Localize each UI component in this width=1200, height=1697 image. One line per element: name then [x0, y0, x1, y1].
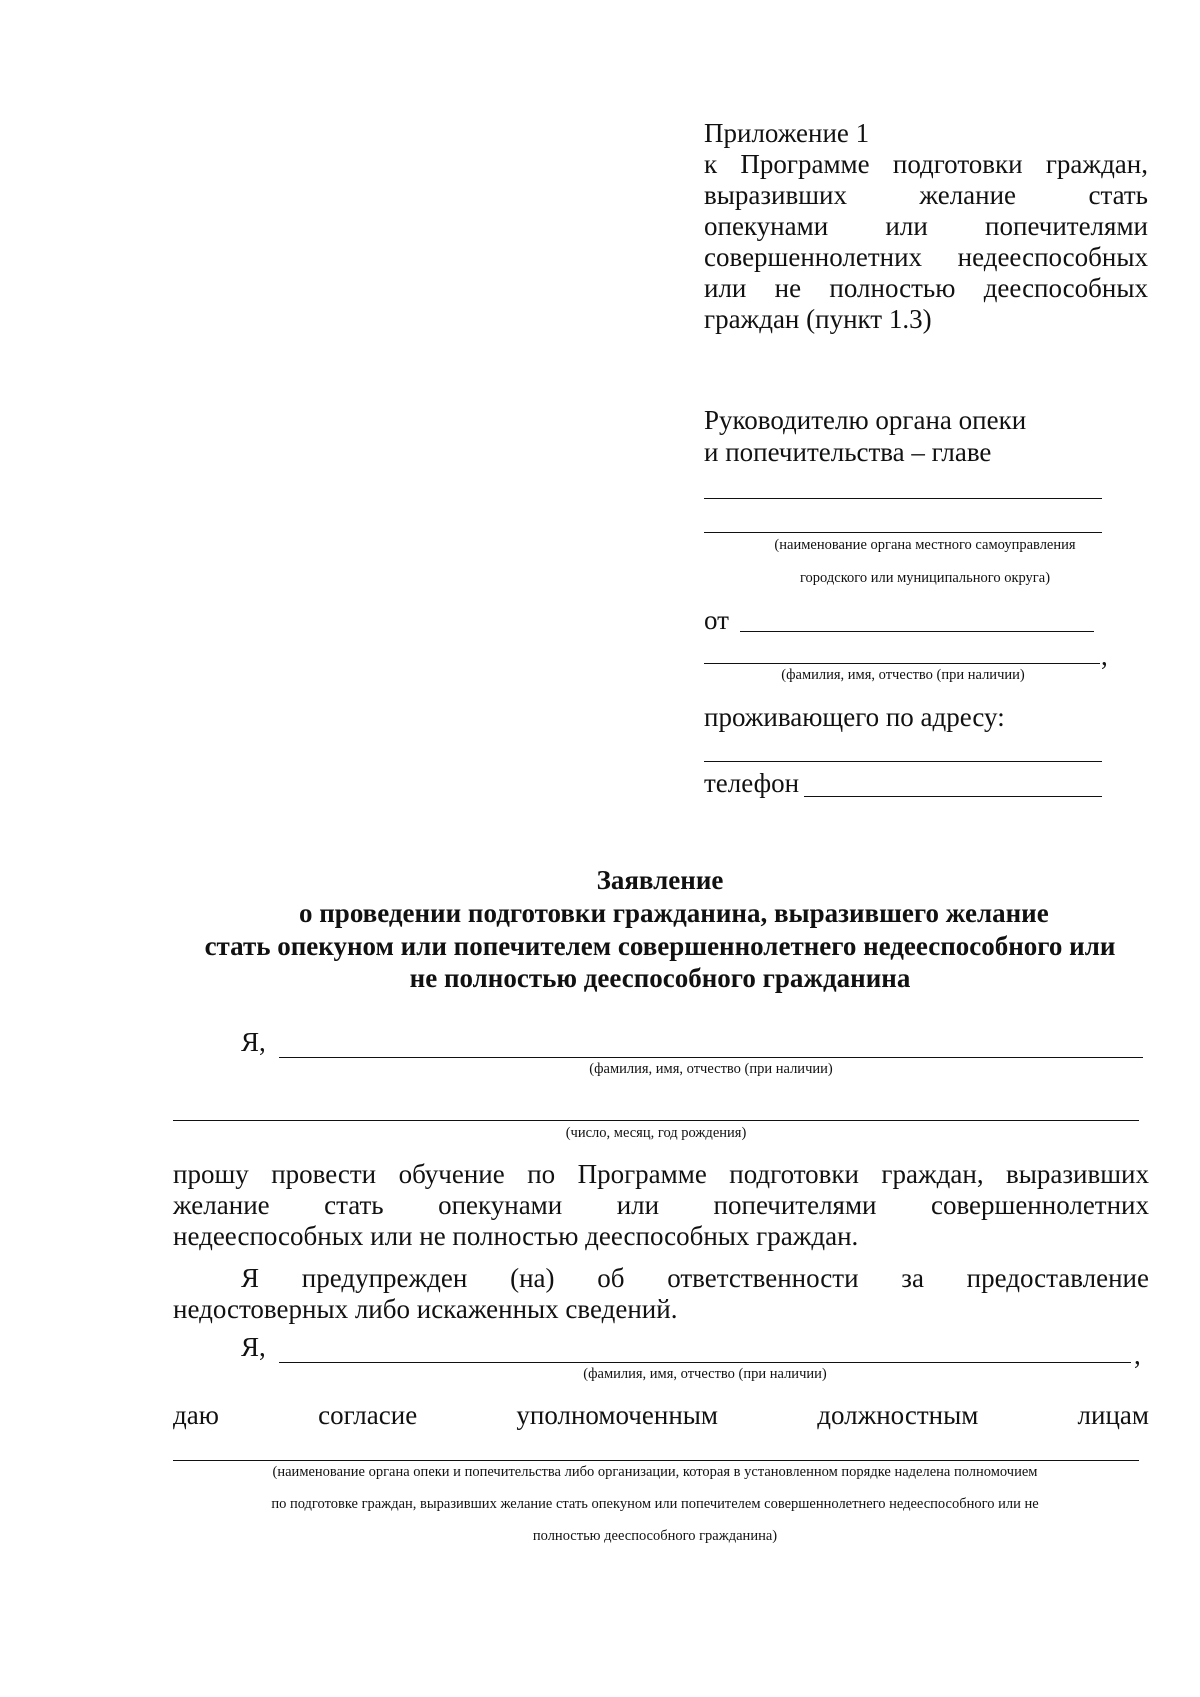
appendix-last-line: граждан (пункт 1.3)	[704, 304, 932, 334]
consent-fio-field-line[interactable]	[279, 1362, 1131, 1363]
birth-date-field-line[interactable]	[173, 1120, 1139, 1121]
addressee-line-2: и попечительства – главе	[704, 437, 992, 467]
warning-paragraph	[173, 1263, 1149, 1325]
consent-fio-caption: (фамилия, имя, отчество (при наличии)	[583, 1366, 827, 1382]
comma: ,	[1101, 641, 1108, 671]
from-field-line[interactable]	[740, 631, 1094, 632]
appendix-title: Приложение 1	[704, 118, 870, 148]
appendix-line: совершеннолетних недееспособных	[704, 242, 1148, 272]
appendix-line: выразивших желание стать	[704, 180, 1148, 210]
org-name-caption: (наименование органа местного самоуправления	[774, 537, 1076, 553]
paragraph-line: недостоверных либо искаженных сведений.	[173, 1294, 678, 1324]
org-name-field-line[interactable]	[704, 532, 1102, 533]
document-subtitle: стать опекуном или попечителем совершеннолетнего недееспособного или	[204, 931, 1116, 961]
address-field-line[interactable]	[704, 761, 1102, 762]
appendix-block	[704, 118, 1148, 335]
organization-caption: полностью дееспособного гражданина)	[532, 1528, 778, 1544]
address-label: проживающего по адресу:	[704, 702, 1005, 732]
consent-line: даю согласие уполномоченным должностным лицам	[173, 1400, 1149, 1430]
paragraph-line: желание стать опекунами или попечителями совершеннолетних	[173, 1190, 1149, 1220]
birth-date-caption: (число, месяц, год рождения)	[565, 1125, 747, 1141]
fio-field-line[interactable]	[704, 663, 1100, 664]
document-title: Заявление	[596, 865, 724, 895]
request-paragraph	[173, 1159, 1149, 1252]
applicant-fio-caption: (фамилия, имя, отчество (при наличии)	[589, 1061, 833, 1077]
from-label: от	[704, 605, 729, 635]
applicant-fio-field-line[interactable]	[279, 1057, 1143, 1058]
document-subtitle: о проведении подготовки гражданина, выразившего желание	[299, 898, 1049, 928]
fio-caption: (фамилия, имя, отчество (при наличии)	[781, 667, 1025, 683]
paragraph-line: недееспособных или не полностью дееспособных граждан.	[173, 1221, 859, 1251]
organization-caption: по подготовке граждан, выразивших желание стать опекуном или попечителем совершеннолетнего недееспособного или не	[271, 1496, 1039, 1512]
organization-caption: (наименование органа опеки и попечительства либо организации, которая в установленном порядке наделена полномочием	[272, 1464, 1038, 1480]
i-label-2: Я,	[241, 1332, 266, 1362]
addressee-line-1: Руководителю органа опеки	[704, 405, 1027, 435]
paragraph-line: Я предупрежден (на) об ответственности за предоставление	[241, 1263, 1149, 1293]
i-label: Я,	[241, 1027, 266, 1057]
appendix-line: к Программе подготовки граждан,	[704, 149, 1148, 179]
org-name-field-line[interactable]	[704, 498, 1102, 499]
phone-label: телефон	[704, 768, 800, 798]
document-subtitle: не полностью дееспособного гражданина	[409, 963, 911, 993]
comma: ,	[1134, 1340, 1141, 1370]
appendix-line: опекунами или попечителями	[704, 211, 1148, 241]
phone-field-line[interactable]	[804, 796, 1102, 797]
organization-field-line[interactable]	[173, 1460, 1139, 1461]
appendix-line: или не полностью дееспособных	[704, 273, 1148, 303]
org-name-caption: городского или муниципального округа)	[799, 570, 1051, 586]
paragraph-line: прошу провести обучение по Программе подготовки граждан, выразивших	[173, 1159, 1149, 1189]
